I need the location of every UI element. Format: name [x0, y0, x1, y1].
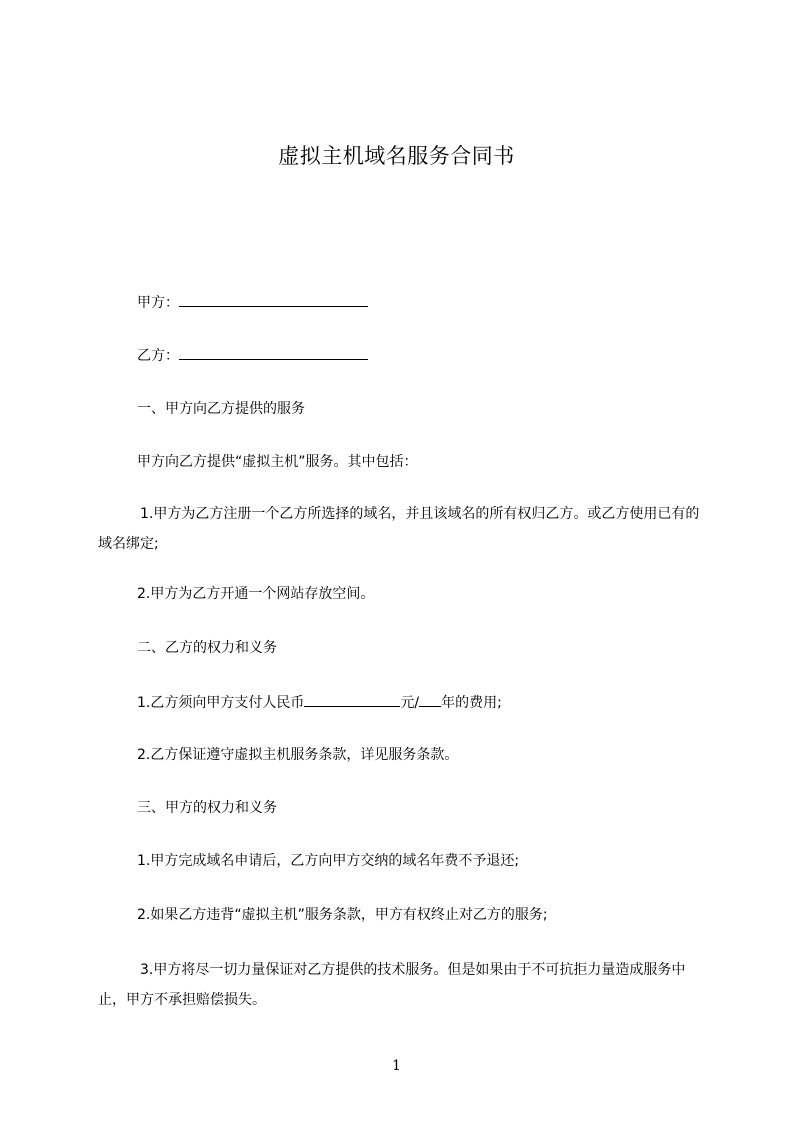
payment-suffix: 年的费用; — [441, 695, 502, 711]
section-3-item-2: 2.如果乙方违背“虚拟主机”服务条款，甲方有权终止对乙方的服务; — [137, 907, 548, 923]
section-2-item-1 — [137, 692, 502, 713]
section-3-item-3: 3.甲方将尽一切力量保证对乙方提供的技术服务。但是如果由于不可抗拒力量造成服务中止，甲方不承担赔偿损失。 — [98, 962, 686, 1008]
payment-amount-blank — [304, 692, 400, 707]
party-a-label: 甲方： — [137, 295, 179, 311]
party-a-blank — [179, 292, 368, 307]
section-3-heading: 三、甲方的权力和义务 — [137, 800, 277, 816]
payment-prefix: 1.乙方须向甲方支付人民币 — [137, 695, 305, 711]
page-number: 1 — [392, 1058, 401, 1074]
payment-years-blank — [419, 692, 441, 707]
section-1-heading: 一、甲方向乙方提供的服务 — [137, 401, 305, 417]
section-2-item-2: 2.乙方保证遵守虚拟主机服务条款，详见服务条款。 — [137, 747, 459, 763]
section-3-item-1: 1.甲方完成域名申请后，乙方向甲方交纳的域名年费不予退还; — [137, 853, 520, 869]
party-b-line — [137, 345, 368, 366]
section-1-intro: 甲方向乙方提供“虚拟主机”服务。其中包括： — [137, 454, 418, 470]
section-1-item-1: 1.甲方为乙方注册一个乙方所选择的域名，并且该域名的所有权归乙方。或乙方使用已有的域名绑定; — [98, 506, 700, 552]
party-b-blank — [179, 345, 368, 360]
document-title: 虚拟主机域名服务合同书 — [278, 144, 515, 168]
party-b-label: 乙方： — [137, 348, 179, 364]
party-a-line — [137, 292, 368, 313]
section-2-heading: 二、乙方的权力和义务 — [137, 640, 277, 656]
payment-unit: 元/ — [400, 695, 420, 711]
section-1-item-2: 2.甲方为乙方开通一个网站存放空间。 — [137, 586, 375, 602]
